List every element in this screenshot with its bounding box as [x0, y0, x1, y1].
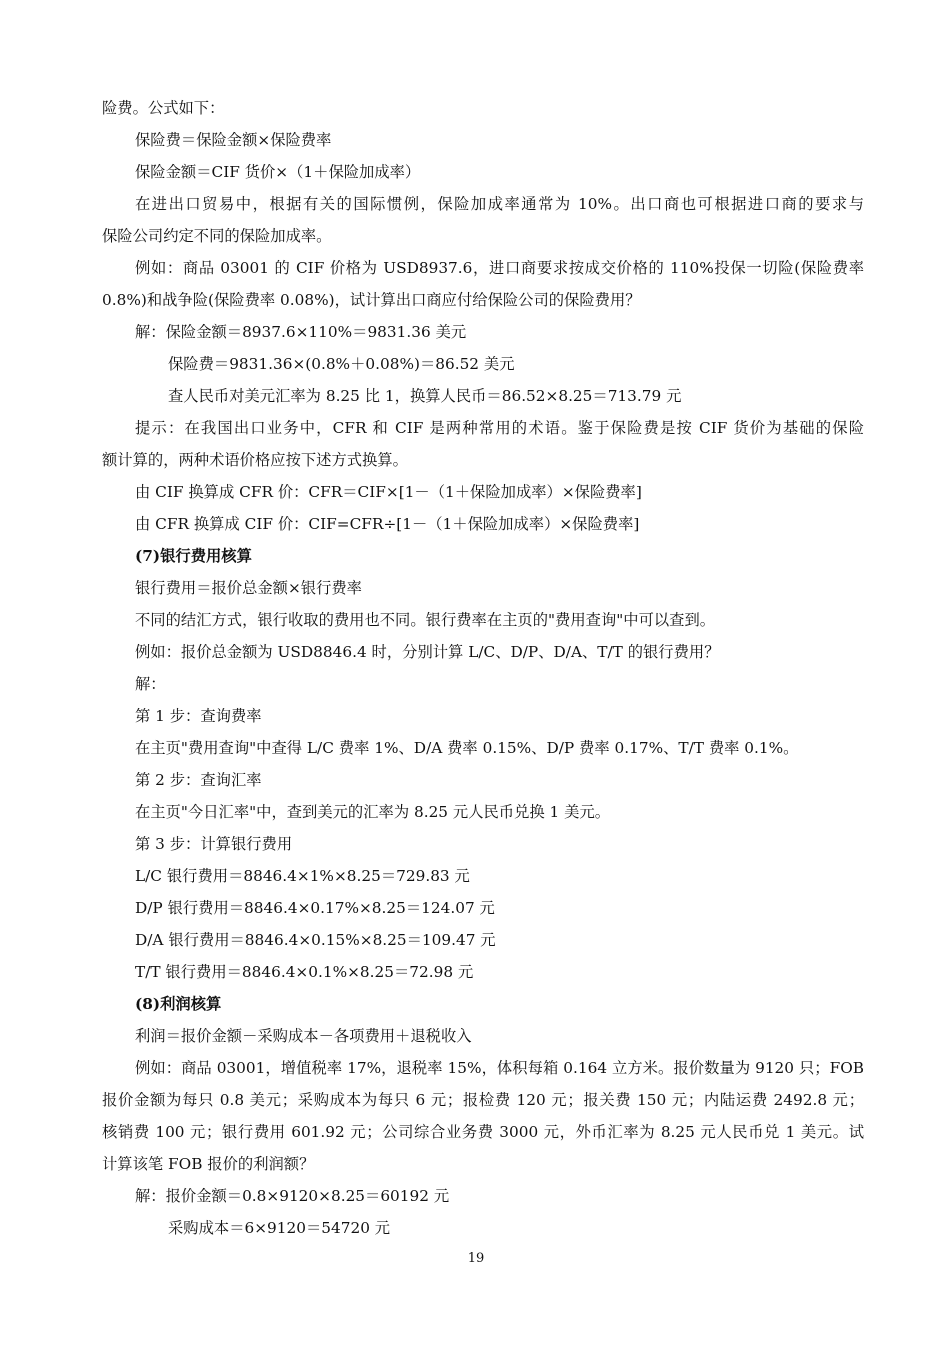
example-line: 例如：商品 03001，增值税率 17%，退税率 15%，体积每箱 0.164 立方米。报价数量为 9120 只；FOB	[135, 1059, 864, 1077]
formula-line: 由 CIF 换算成 CFR 价：CFR＝CIF×[1－（1＋保险加成率）×保险费率]	[135, 483, 642, 501]
step-line: 第 3 步：计算银行费用	[135, 835, 293, 853]
tip-line: 提示：在我国出口业务中，CFR 和 CIF 是两种常用的术语。鉴于保险费是按 CIF 货价为基础的保险	[135, 419, 864, 437]
formula-line: 保险费＝保险金额×保险费率	[135, 131, 332, 149]
solution-line: 查人民币对美元汇率为 8.25 比 1，换算人民币＝86.52×8.25＝713.79 元	[168, 387, 682, 405]
page-number: 19	[467, 1251, 485, 1266]
page-body	[102, 92, 864, 1244]
section-heading: (8)利润核算	[135, 995, 222, 1013]
step-line: 第 2 步：查询汇率	[135, 771, 262, 789]
section-heading: (7)银行费用核算	[135, 547, 252, 565]
calculation-line: D/P 银行费用＝8846.4×0.17%×8.25＝124.07 元	[135, 899, 495, 917]
formula-line: 保险金额＝CIF 货价×（1＋保险加成率）	[135, 163, 421, 181]
solution-line: 解：保险金额＝8937.6×110%＝9831.36 美元	[135, 323, 467, 341]
solution-line: 保险费＝9831.36×(0.8%＋0.08%)＝86.52 美元	[168, 355, 515, 373]
solution-line: 解：	[135, 675, 166, 693]
example-line: 报价金额为每只 0.8 美元；采购成本为每只 6 元；报检费 120 元；报关费 150 元；内陆运费 2492.8 元；	[102, 1091, 864, 1109]
example-line: 计算该笔 FOB 报价的利润额？	[102, 1155, 315, 1173]
step-line: 在主页"费用查询"中查得 L/C 费率 1%、D/A 费率 0.15%、D/P 费率 0.17%、T/T 费率 0.1%。	[135, 739, 799, 757]
formula-line: 利润＝报价金额－采购成本－各项费用＋退税收入	[135, 1027, 472, 1045]
formula-line: 由 CFR 换算成 CIF 价：CIF=CFR÷[1－（1＋保险加成率）×保险费率]	[135, 515, 640, 533]
paragraph-line: 在进出口贸易中，根据有关的国际惯例，保险加成率通常为 10%。出口商也可根据进口商的要求与	[135, 195, 864, 213]
example-line: 例如：商品 03001 的 CIF 价格为 USD8937.6，进口商要求按成交价格的 110%投保一切险(保险费率	[135, 259, 864, 277]
tip-line: 额计算的，两种术语价格应按下述方式换算。	[102, 451, 408, 469]
calculation-line: L/C 银行费用＝8846.4×1%×8.25＝729.83 元	[135, 867, 470, 885]
calculation-line: T/T 银行费用＝8846.4×0.1%×8.25＝72.98 元	[135, 963, 474, 981]
formula-line: 银行费用＝报价总金额×银行费率	[135, 579, 362, 597]
example-line: 0.8%)和战争险(保险费率 0.08%)，试计算出口商应付给保险公司的保险费用？	[102, 291, 641, 309]
paragraph-line: 不同的结汇方式，银行收取的费用也不同。银行费率在主页的"费用查询"中可以查到。	[135, 611, 716, 629]
step-line: 在主页"今日汇率"中，查到美元的汇率为 8.25 元人民币兑换 1 美元。	[135, 803, 611, 821]
solution-line: 解：报价金额＝0.8×9120×8.25＝60192 元	[135, 1187, 450, 1205]
example-line: 例如：报价总金额为 USD8846.4 时，分别计算 L/C、D/P、D/A、T/T 的银行费用？	[135, 643, 720, 661]
solution-line: 采购成本＝6×9120＝54720 元	[168, 1219, 391, 1237]
calculation-line: D/A 银行费用＝8846.4×0.15%×8.25＝109.47 元	[135, 931, 496, 949]
paragraph-line: 保险公司约定不同的保险加成率。	[102, 227, 332, 245]
text-line: 险费。公式如下：	[102, 99, 225, 117]
example-line: 核销费 100 元；银行费用 601.92 元；公司综合业务费 3000 元，外币汇率为 8.25 元人民币兑 1 美元。试	[102, 1123, 864, 1141]
step-line: 第 1 步：查询费率	[135, 707, 262, 725]
